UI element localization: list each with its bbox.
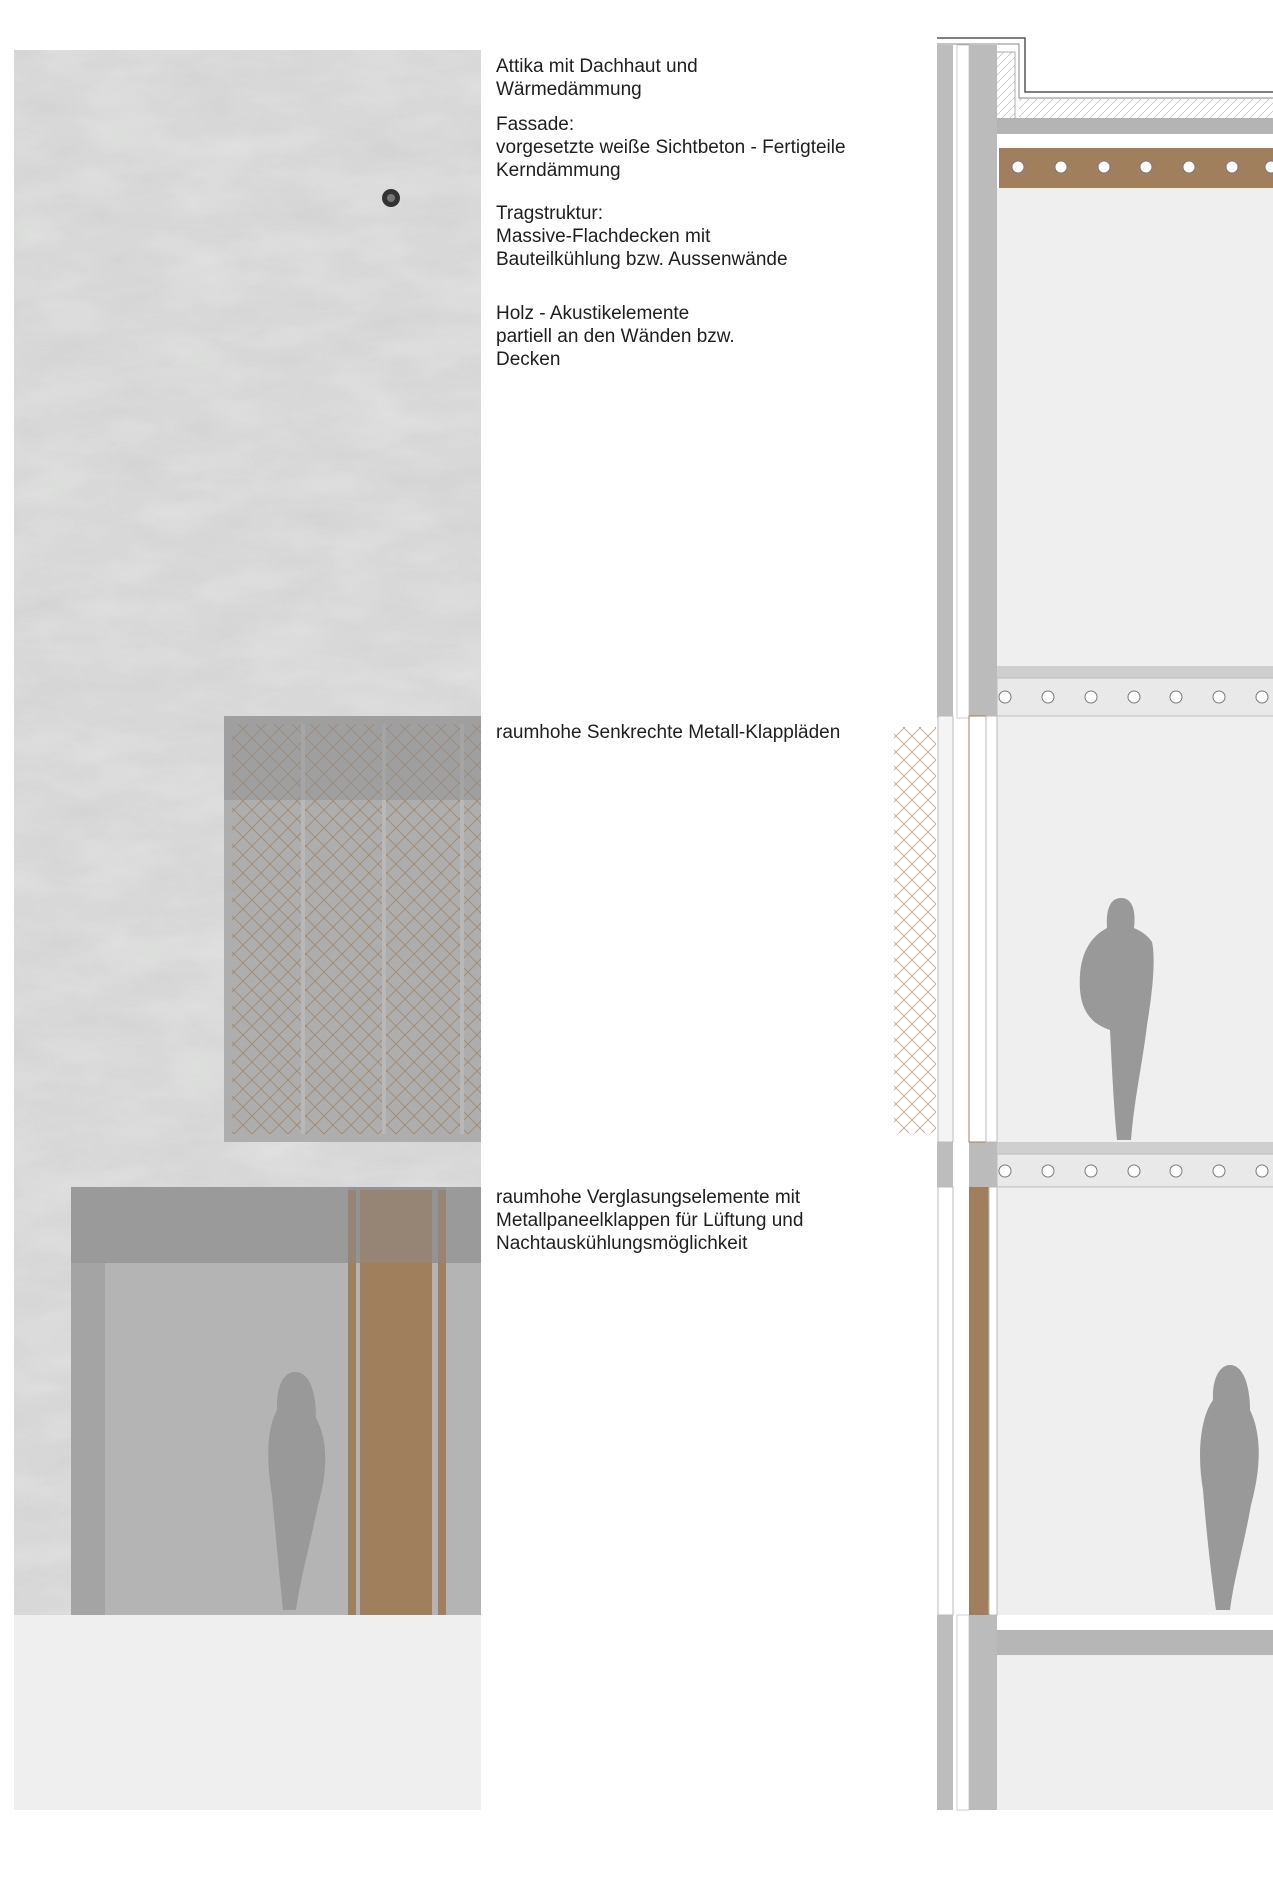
label-klappladen: raumhohe Senkrechte Metall-Klappläden bbox=[496, 722, 841, 743]
label-attika: Attika mit Dachhaut und Wärmedämmung bbox=[496, 56, 698, 100]
metal-shutter-panel bbox=[224, 716, 481, 1142]
facade-elevation bbox=[14, 50, 481, 1810]
label-verglasung: raumhohe Verglasungselemente mit Metallpaneelklappen für Lüftung und Nachtauskühlungsmöglichkeit bbox=[496, 1187, 804, 1254]
floor-slab-2 bbox=[997, 1142, 1273, 1154]
glazing-panel bbox=[71, 1187, 481, 1615]
floor-slab-1 bbox=[997, 666, 1273, 678]
floor-slab-3 bbox=[997, 1630, 1273, 1655]
building-section bbox=[894, 38, 1273, 1810]
label-tragstruktur: Tragstruktur: Massive-Flachdecken mit Bauteilkühlung bzw. Aussenwände bbox=[496, 203, 788, 270]
label-holz: Holz - Akustikelemente partiell an den Wänden bzw. Decken bbox=[496, 303, 735, 370]
roof-slab bbox=[997, 118, 1273, 134]
glazing-panel-section bbox=[969, 1187, 989, 1615]
lower-facade bbox=[14, 1615, 481, 1810]
shutter-section bbox=[894, 727, 936, 1133]
label-fassade: Fassade: vorgesetzte weiße Sichtbeton - Fertigteile Kerndämmung bbox=[496, 114, 846, 181]
facade-wall bbox=[937, 45, 953, 718]
room-upper bbox=[997, 188, 1273, 666]
